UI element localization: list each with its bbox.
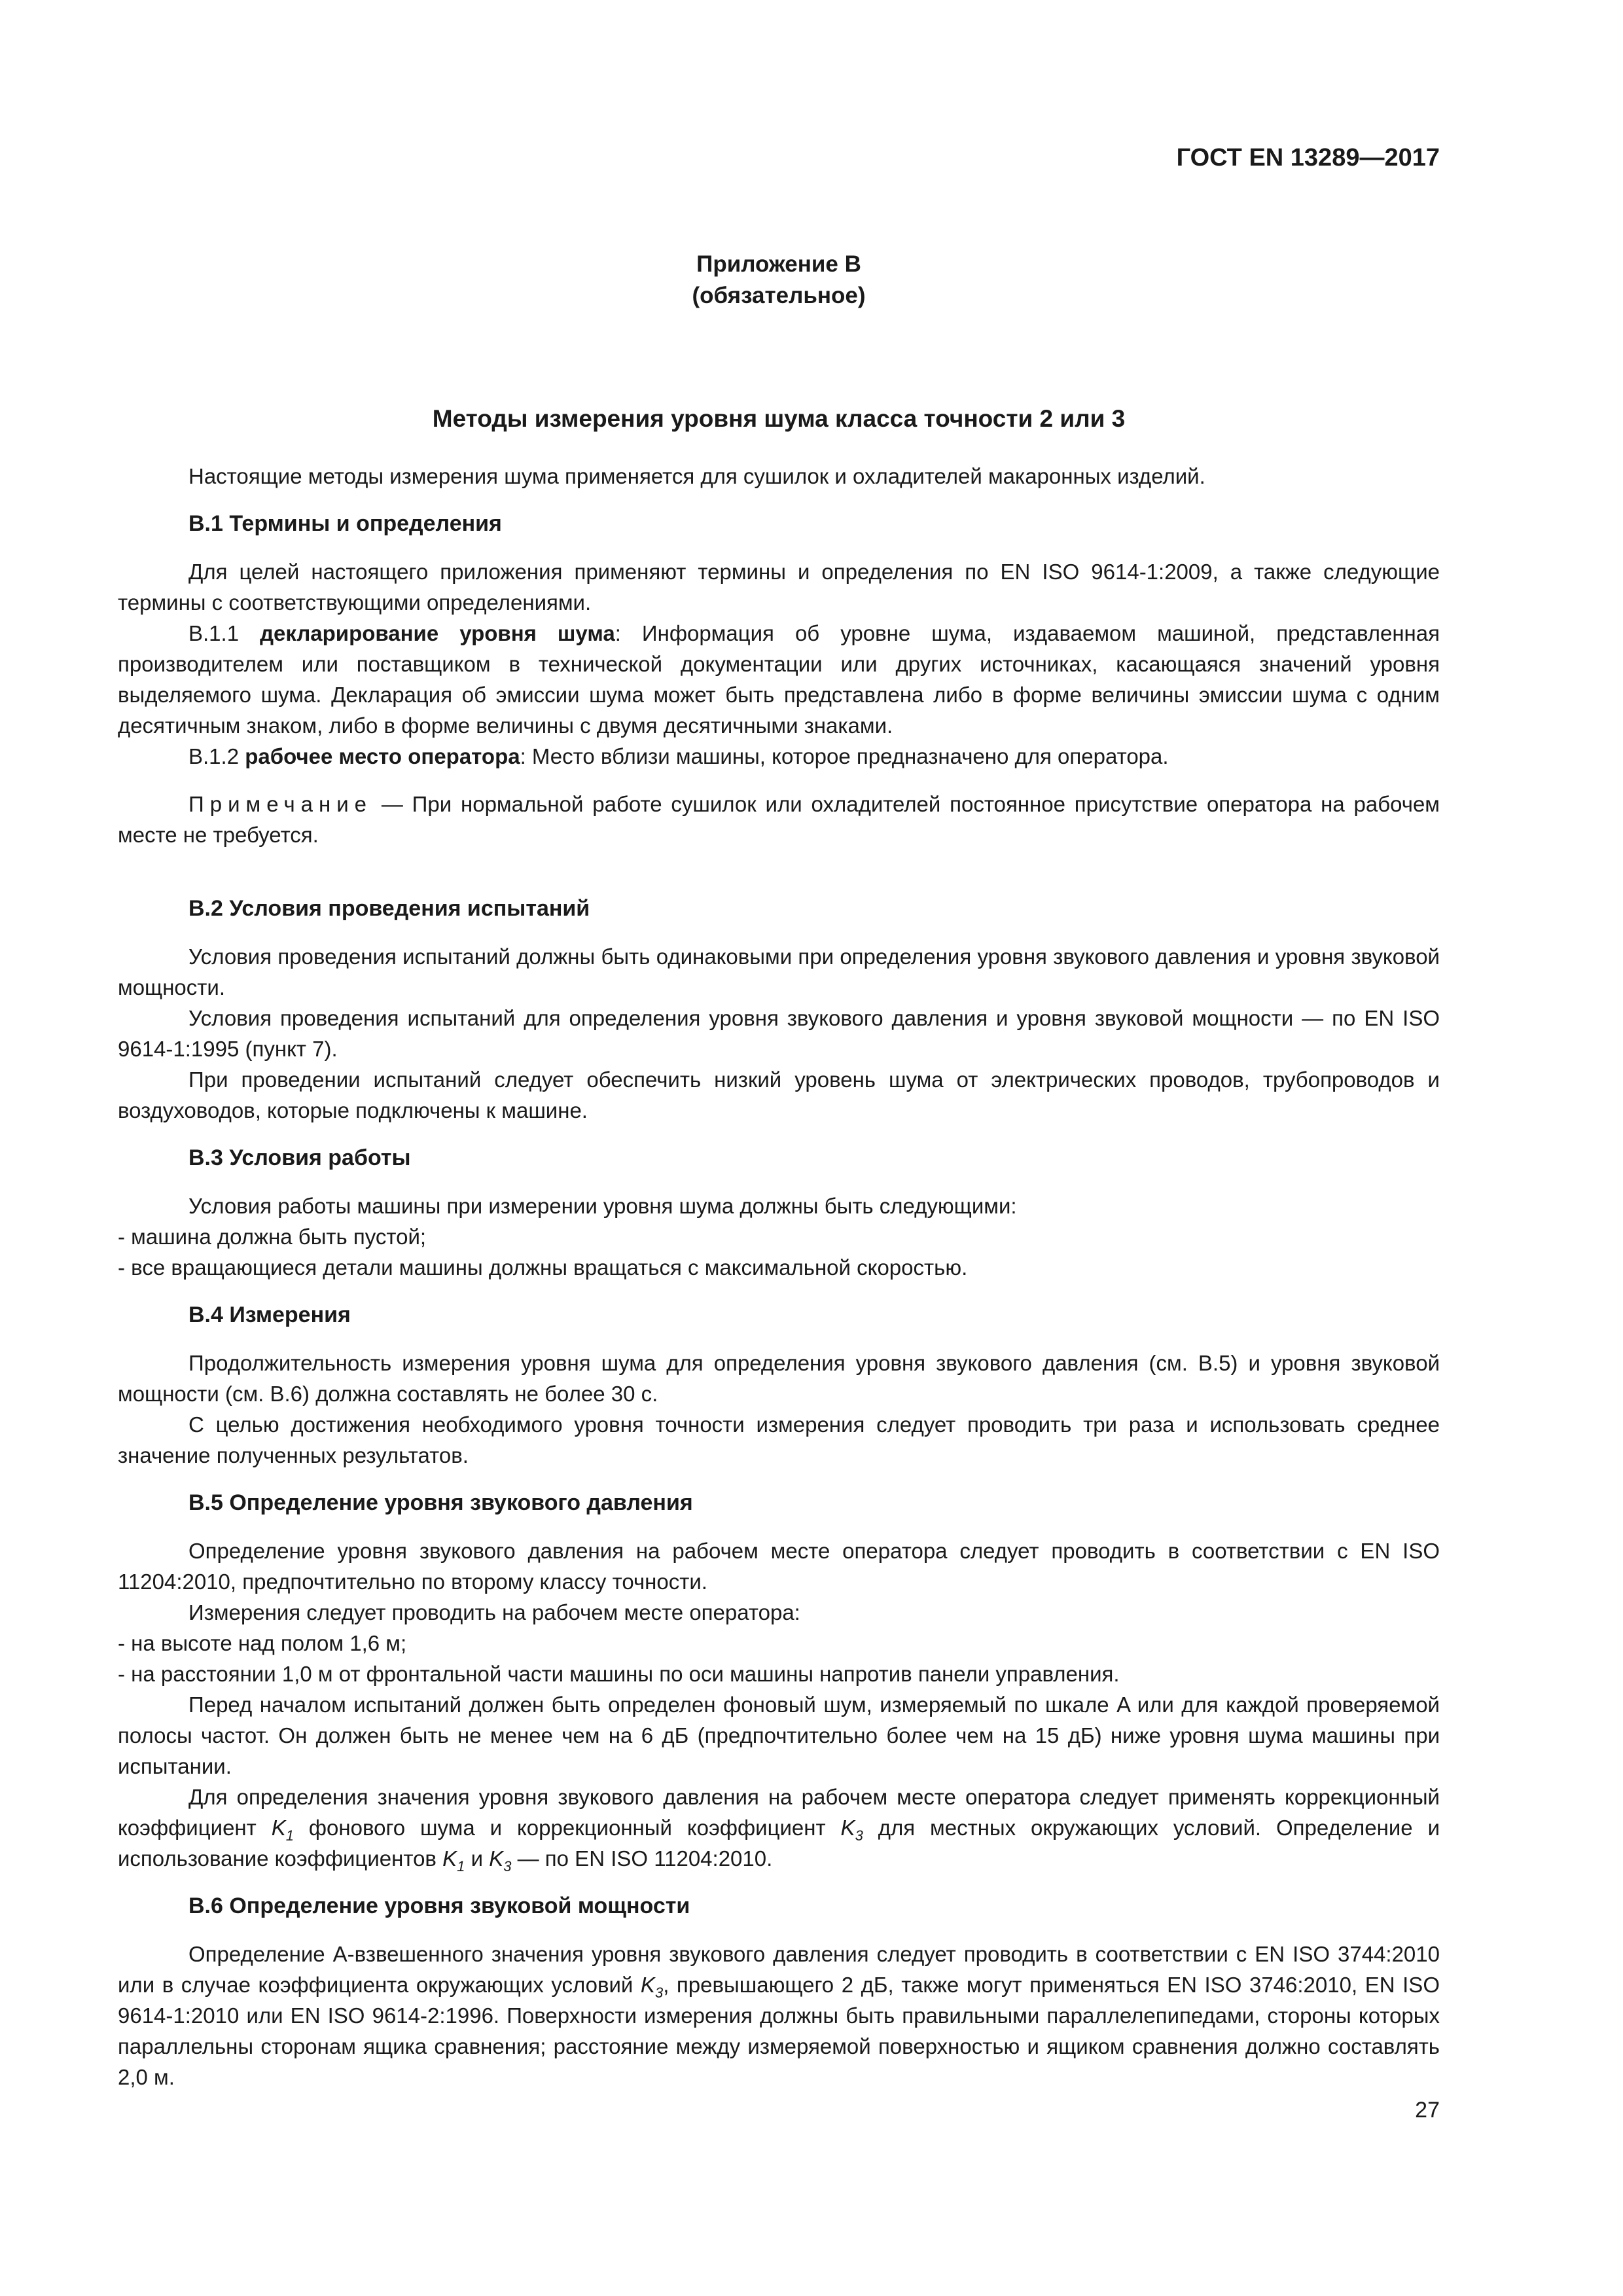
b1-note-text: — При нормальной работе сушилок или охладителей постоянное присутствие оператора на рабочем месте не требуется. <box>118 792 1440 847</box>
b1-term-1-term: декларирование уровня шума <box>260 621 615 645</box>
b5-list-item-2: - на расстоянии 1,0 м от фронтальной части машины по оси машины напротив панели управления. <box>118 1662 1120 1686</box>
intro-paragraph: Настоящие методы измерения шума применяется для сушилок и охладителей макаронных изделий. <box>188 464 1205 488</box>
b1-term-1-number: B.1.1 <box>188 621 260 645</box>
b5-p4-text-c: для местных окружающих условий. Определение и использование коэффициентов <box>118 1816 1440 1871</box>
b6-paragraph-1 <box>118 1939 1440 2092</box>
b1-term-1 <box>118 618 1440 741</box>
b1-term-1-definition: : Информация об уровне шума, издаваемом машиной, представленная производителем или поставщиком в технической документации или других источниках, касающаяся значений уровня выделяемого шума. Декларация об эмиссии шума может быть представлена либо в форме величины эмиссии шума с одним десятичным знаком, либо в форме величины с двумя десятичными знаками. <box>118 621 1440 738</box>
b6-p1-text-a: Определение A-взвешенного значения уровня звукового давления следует проводить в соответствии с EN ISO 3744:2010 или в случае коэффициента окружающих условий <box>118 1942 1440 1997</box>
section-b3-heading: B.3 Условия работы <box>188 1145 411 1170</box>
b1-term-2 <box>118 741 1440 772</box>
document-page <box>118 144 1440 2206</box>
b2-paragraph-2: Условия проведения испытаний для определения уровня звукового давления и уровня звуковой мощности — по EN ISO 9614-1:1995 (пункт 7). <box>118 1006 1440 1061</box>
k3-symbol: $K_3$ <box>489 1846 512 1874</box>
k1-symbol: $K_1$ <box>442 1846 465 1874</box>
b5-paragraph-2: Измерения следует проводить на рабочем месте оператора: <box>188 1600 800 1624</box>
b5-p4-text-b: фонового шума и коррекционный коэффициент <box>293 1816 841 1840</box>
b1-term-2-number: B.1.2 <box>188 744 245 768</box>
b5-p4-text-a: Для определения значения уровня звукового давления на рабочем месте оператора следует применять коррекционный коэффициент <box>118 1785 1440 1840</box>
b1-term-2-definition: : Место вблизи машины, которое предназначено для оператора. <box>520 744 1169 768</box>
b1-term-2-term: рабочее место оператора <box>245 744 520 768</box>
page-number: 27 <box>1415 2098 1440 2123</box>
section-b6-heading: B.6 Определение уровня звуковой мощности <box>188 1893 690 1918</box>
b3-paragraph-1: Условия работы машины при измерении уровня шума должны быть следующими: <box>188 1194 1017 1218</box>
b1-note-label: Примечание <box>188 792 373 816</box>
section-b4-heading: B.4 Измерения <box>188 1302 351 1327</box>
b1-note <box>118 789 1440 850</box>
b5-list-item-1: - на высоте над полом 1,6 м; <box>118 1631 407 1655</box>
section-b5-heading: B.5 Определение уровня звукового давления <box>188 1490 693 1515</box>
k3-symbol: $K_3$ <box>640 1973 664 2001</box>
annex-title: Методы измерения уровня шума класса точности 2 или 3 <box>432 405 1126 432</box>
k1-symbol: $K_1$ <box>271 1816 294 1844</box>
annex-label: Приложение B <box>696 251 861 277</box>
section-b2-heading: B.2 Условия проведения испытаний <box>188 896 590 921</box>
annex-heading <box>118 249 1440 312</box>
b3-list-item-1: - машина должна быть пустой; <box>118 1225 427 1249</box>
b4-paragraph-2: С целью достижения необходимого уровня точности измерения следует проводить три раза и использовать среднее значение полученных результатов. <box>118 1412 1440 1467</box>
b1-paragraph-1: Для целей настоящего приложения применяют термины и определения по EN ISO 9614-1:2009, а также следующие термины с соответствующими определениями. <box>118 560 1440 615</box>
b5-paragraph-1: Определение уровня звукового давления на рабочем месте оператора следует проводить в соответствии с EN ISO 11204:2010, предпочтительно по второму классу точности. <box>118 1539 1440 1594</box>
b5-paragraph-4 <box>118 1782 1440 1874</box>
b6-p1-text-b: , превышающего 2 дБ, также могут применяться EN ISO 3746:2010, EN ISO 9614-1:2010 или EN ISO 9614-2:1996. Поверхности измерения должны быть правильными параллелепипедами, стороны которых параллельны сторонам ящика сравнения; расстояние между измеряемой поверхностью и ящиком сравнения должно составлять 2,0 м. <box>118 1973 1440 2089</box>
b5-p4-text-d: и <box>465 1846 490 1871</box>
b2-paragraph-3: При проведении испытаний следует обеспечить низкий уровень шума от электрических проводов, трубопроводов и воздуховодов, которые подключены к машине. <box>118 1067 1440 1122</box>
b4-paragraph-1: Продолжительность измерения уровня шума для определения уровня звукового давления (см. B.5) и уровня звуковой мощности (см. B.6) должна составлять не более 30 с. <box>118 1351 1440 1406</box>
annex-status: (обязательное) <box>692 283 866 308</box>
k3-symbol: $K_3$ <box>840 1816 863 1844</box>
section-b1-heading: B.1 Термины и определения <box>188 511 502 536</box>
b5-paragraph-3: Перед началом испытаний должен быть определен фоновый шум, измеряемый по шкале A или для каждой проверяемой полосы частот. Он должен быть не менее чем на 6 дБ (предпочтительно более чем на 15 дБ) ниже уровня шума машины при испытании. <box>118 1693 1440 1778</box>
b3-list-item-2: - все вращающиеся детали машины должны вращаться с максимальной скоростью. <box>118 1255 968 1280</box>
b5-p4-text-e: — по EN ISO 11204:2010. <box>511 1846 773 1871</box>
b2-paragraph-1: Условия проведения испытаний должны быть одинаковыми при определения уровня звукового давления и уровня звуковой мощности. <box>118 944 1440 999</box>
document-code-header: ГОСТ EN 13289—2017 <box>1176 144 1440 171</box>
